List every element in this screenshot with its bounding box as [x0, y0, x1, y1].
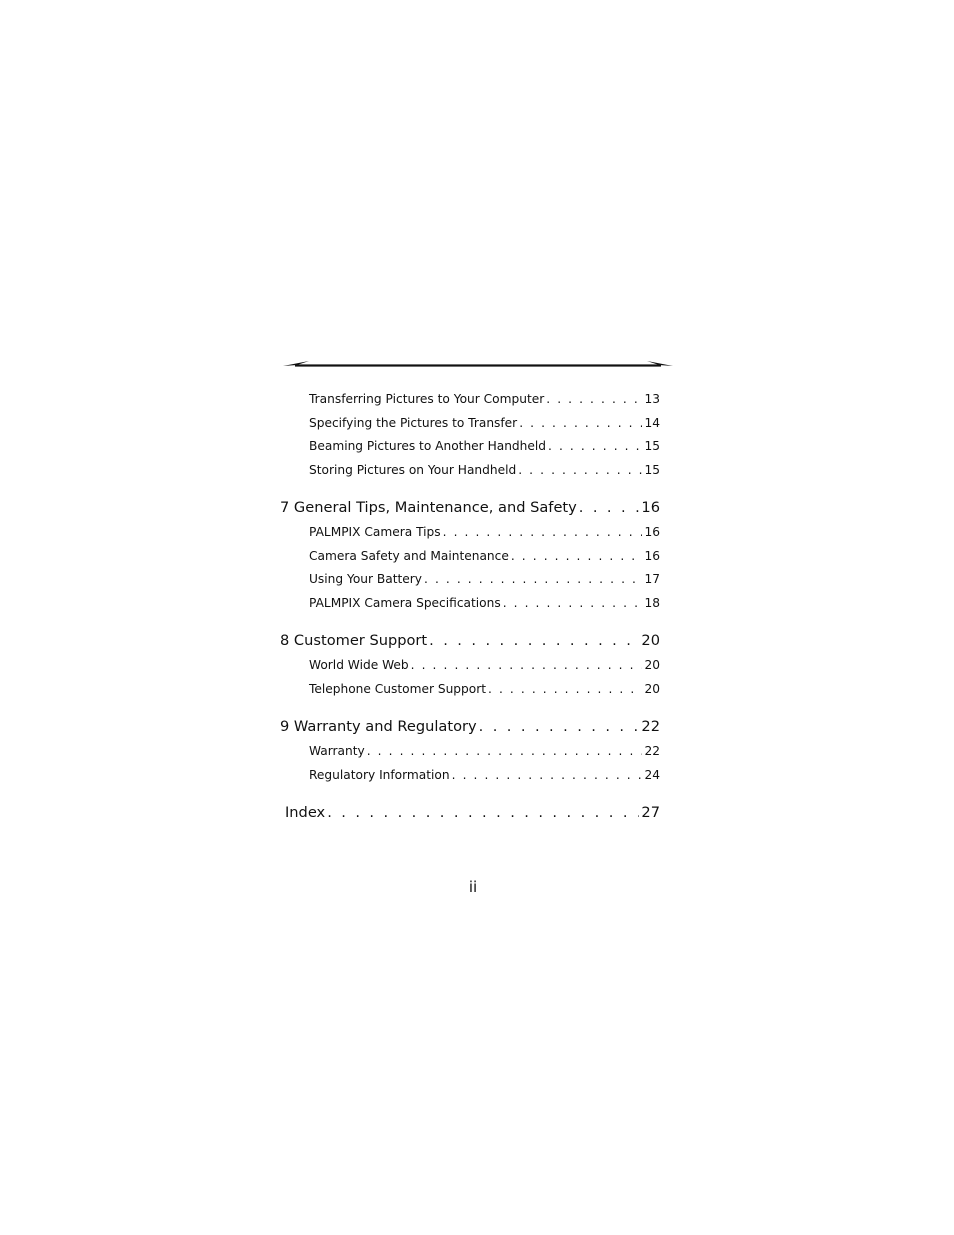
- toc-section-entry[interactable]: [280, 764, 660, 788]
- dot-leader: [327, 800, 639, 826]
- dot-leader: [443, 521, 643, 545]
- page-number: ii: [468, 878, 478, 896]
- toc-entry-title: PALMPIX Camera Tips: [309, 525, 441, 539]
- table-of-contents: [280, 388, 660, 826]
- dot-leader: [511, 545, 643, 569]
- toc-section-entry[interactable]: [280, 654, 660, 678]
- toc-entry-title: 8 Customer Support: [280, 632, 428, 649]
- toc-chapter-entry[interactable]: [280, 628, 660, 654]
- toc-section-entry[interactable]: [280, 412, 660, 436]
- dot-leader: [579, 495, 640, 521]
- toc-entry-title: 9 Warranty and Regulatory: [280, 718, 477, 735]
- toc-section-entry[interactable]: [280, 459, 660, 483]
- toc-entry-title: Regulatory Information: [309, 767, 450, 782]
- toc-entry-page: 15: [644, 439, 660, 453]
- toc-entry-page: 22: [644, 744, 660, 758]
- toc-section-entry[interactable]: [280, 678, 660, 702]
- dot-leader: [452, 764, 643, 788]
- toc-entry-page: 20: [644, 681, 660, 696]
- toc-section-entry[interactable]: [280, 388, 660, 412]
- toc-entry-title: World Wide Web: [309, 658, 409, 672]
- toc-entry-page: 18: [644, 595, 660, 610]
- toc-entry-title: Camera Safety and Maintenance: [309, 548, 509, 563]
- toc-entry-title: Transferring Pictures to Your Computer: [309, 392, 545, 406]
- toc-entry-title: PALMPIX Camera Specifications: [309, 595, 501, 610]
- toc-chapter-entry[interactable]: [280, 800, 660, 826]
- toc-entry-page: 16: [644, 548, 660, 563]
- toc-section-entry[interactable]: [280, 568, 660, 592]
- dot-leader: [546, 388, 642, 412]
- toc-entry-title: Using Your Battery: [309, 572, 422, 586]
- toc-entry-page: 20: [641, 632, 660, 649]
- toc-entry-title: Storing Pictures on Your Handheld: [309, 462, 517, 477]
- toc-entry-title: 7 General Tips, Maintenance, and Safety: [280, 499, 577, 516]
- toc-entry-page: 16: [641, 499, 660, 516]
- toc-entry-page: 17: [644, 572, 660, 586]
- toc-entry-title: Index: [285, 804, 326, 821]
- toc-entry-title: Specifying the Pictures to Transfer: [309, 415, 518, 430]
- toc-section-entry[interactable]: [280, 521, 660, 545]
- dot-leader: [519, 412, 642, 436]
- toc-section-entry[interactable]: [280, 740, 660, 764]
- toc-section-entry[interactable]: [280, 435, 660, 459]
- toc-section-entry[interactable]: [280, 545, 660, 569]
- dot-leader: [548, 435, 642, 459]
- toc-chapter-entry[interactable]: [280, 714, 660, 740]
- toc-entry-page: 22: [641, 718, 660, 735]
- toc-entry-page: 16: [644, 525, 660, 539]
- dot-leader: [429, 628, 639, 654]
- toc-chapter-entry[interactable]: [280, 495, 660, 521]
- dot-leader: [479, 714, 640, 740]
- toc-entry-title: Telephone Customer Support: [309, 681, 487, 696]
- toc-entry-title: Beaming Pictures to Another Handheld: [309, 439, 547, 453]
- header-rule: [283, 355, 673, 371]
- toc-entry-title: Warranty: [309, 744, 365, 758]
- dot-leader: [503, 592, 643, 616]
- toc-entry-page: 14: [644, 415, 660, 430]
- toc-entry-page: 24: [644, 767, 660, 782]
- dot-leader: [411, 654, 643, 678]
- toc-entry-page: 13: [644, 392, 660, 406]
- dot-leader: [424, 568, 642, 592]
- toc-entry-page: 20: [644, 658, 660, 672]
- dot-leader: [518, 459, 642, 483]
- toc-entry-page: 15: [644, 462, 660, 477]
- toc-section-entry[interactable]: [280, 592, 660, 616]
- dot-leader: [488, 678, 642, 702]
- toc-entry-page: 27: [641, 804, 660, 821]
- dot-leader: [367, 740, 643, 764]
